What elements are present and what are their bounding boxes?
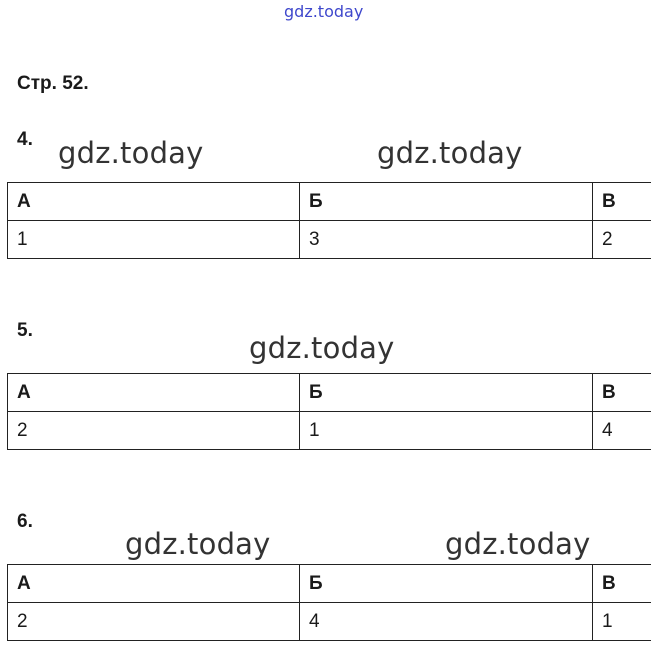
answer-cell-a: 2 <box>8 603 300 641</box>
task-6-watermark-right: gdz.today <box>445 527 591 561</box>
table-header-row <box>8 183 651 221</box>
answer-cell-a: 1 <box>8 221 300 259</box>
column-header-b: Б <box>300 183 593 221</box>
column-header-v: В <box>593 374 651 412</box>
task-4-watermark-right: gdz.today <box>377 136 523 170</box>
column-header-a: А <box>8 183 300 221</box>
task-5-watermark: gdz.today <box>249 331 395 365</box>
task-5-answer-table <box>7 373 651 450</box>
table-header-row <box>8 374 651 412</box>
page-label: Стр. 52. <box>17 73 89 94</box>
answer-cell-v: 1 <box>593 603 651 641</box>
answer-cell-b: 1 <box>300 412 593 450</box>
column-header-b: Б <box>300 374 593 412</box>
task-number-4: 4. <box>17 129 33 150</box>
answer-cell-b: 3 <box>300 221 593 259</box>
answer-cell-b: 4 <box>300 603 593 641</box>
task-number-5: 5. <box>17 320 33 341</box>
task-number-6: 6. <box>17 511 33 532</box>
answer-cell-v: 2 <box>593 221 651 259</box>
column-header-b: Б <box>300 565 593 603</box>
answer-cell-v: 4 <box>593 412 651 450</box>
column-header-v: В <box>593 565 651 603</box>
answer-cell-a: 2 <box>8 412 300 450</box>
column-header-v: В <box>593 183 651 221</box>
task-4-watermark-left: gdz.today <box>58 136 204 170</box>
header-watermark: gdz.today <box>284 2 364 21</box>
table-answer-row <box>8 603 651 641</box>
column-header-a: А <box>8 374 300 412</box>
column-header-a: А <box>8 565 300 603</box>
table-answer-row <box>8 221 651 259</box>
task-4-answer-table <box>7 182 651 259</box>
task-6-answer-table <box>7 564 651 641</box>
table-header-row <box>8 565 651 603</box>
table-answer-row <box>8 412 651 450</box>
task-6-watermark-left: gdz.today <box>125 527 271 561</box>
